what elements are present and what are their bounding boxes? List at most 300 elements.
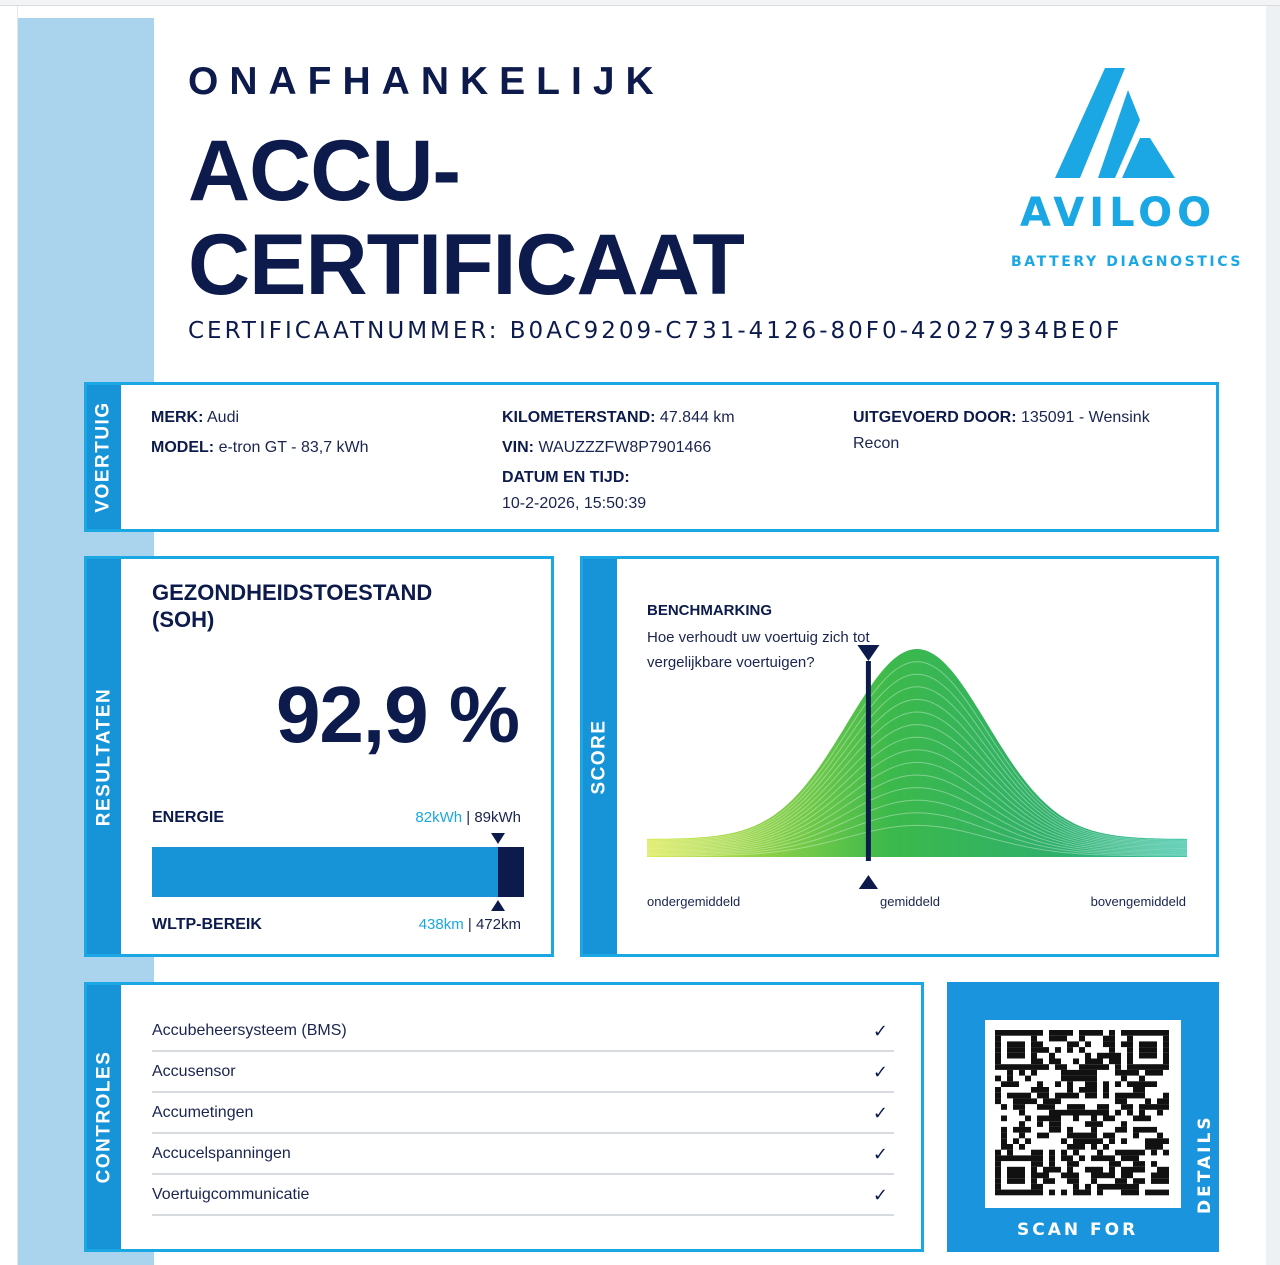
qr-module xyxy=(1043,1178,1049,1184)
qr-module xyxy=(995,1178,1001,1184)
qr-module xyxy=(1085,1093,1091,1099)
qr-module xyxy=(1163,1150,1169,1156)
qr-module xyxy=(1007,1030,1013,1036)
qr-module xyxy=(1121,1178,1127,1184)
qr-module xyxy=(1067,1070,1073,1076)
certificate-number-line xyxy=(188,318,1122,344)
qr-module xyxy=(995,1053,1001,1059)
certificate-number: B0AC9209-C731-4126-80F0-42027934BE0F xyxy=(509,318,1123,344)
qr-module xyxy=(1127,1070,1133,1076)
qr-module xyxy=(1157,1144,1163,1150)
qr-module xyxy=(1103,1087,1109,1093)
qr-module xyxy=(1109,1059,1115,1065)
qr-module xyxy=(1055,1047,1061,1053)
qr-module xyxy=(1121,1121,1127,1127)
qr-module xyxy=(1109,1155,1115,1161)
qr-module xyxy=(1163,1030,1169,1036)
qr-module xyxy=(1139,1053,1145,1059)
qr-module xyxy=(1163,1104,1169,1110)
checks-tab-label: CONTROLES xyxy=(93,1050,114,1184)
qr-module xyxy=(1145,1104,1151,1110)
qr-module xyxy=(1067,1167,1073,1173)
vehicle-tab-label: VOERTUIG xyxy=(93,401,115,513)
vehicle-panel xyxy=(84,382,1219,532)
qr-module xyxy=(1061,1138,1067,1144)
qr-module xyxy=(1145,1070,1151,1076)
qr-module xyxy=(1013,1053,1019,1059)
qr-module xyxy=(1121,1150,1127,1156)
qr-module xyxy=(1025,1093,1031,1099)
qr-module xyxy=(1139,1030,1145,1036)
qr-module xyxy=(1151,1041,1157,1047)
qr-module xyxy=(1163,1047,1169,1053)
qr-module xyxy=(1121,1098,1127,1104)
qr-module xyxy=(1001,1155,1007,1161)
qr-module xyxy=(1001,1144,1007,1150)
qr-module xyxy=(995,1047,1001,1053)
qr-module xyxy=(1025,1116,1031,1122)
qr-module xyxy=(1049,1053,1055,1059)
qr-module xyxy=(1097,1167,1103,1173)
aviloo-logo-icon xyxy=(1010,60,1225,280)
qr-module xyxy=(1025,1064,1031,1070)
qr-module xyxy=(1037,1059,1043,1065)
axis-label-mid: gemiddeld xyxy=(880,894,940,909)
qr-module xyxy=(1019,1121,1025,1127)
qr-module xyxy=(1127,1064,1133,1070)
qr-module xyxy=(1157,1110,1163,1116)
qr-module xyxy=(1127,1047,1133,1053)
qr-module xyxy=(1019,1127,1025,1133)
qr-module xyxy=(1019,1098,1025,1104)
qr-module xyxy=(1013,1173,1019,1179)
qr-module xyxy=(1085,1064,1091,1070)
energy-label: ENERGIE xyxy=(152,809,225,826)
qr-module xyxy=(1085,1133,1091,1139)
qr-module xyxy=(1091,1059,1097,1065)
vehicle-column-1 xyxy=(151,405,369,461)
qr-module xyxy=(1151,1081,1157,1087)
qr-module xyxy=(1139,1110,1145,1116)
qr-module xyxy=(1007,1070,1013,1076)
soh-title xyxy=(152,579,432,633)
qr-module xyxy=(1001,1064,1007,1070)
qr-module xyxy=(1067,1030,1073,1036)
qr-module xyxy=(1007,1064,1013,1070)
qr-module xyxy=(1079,1036,1085,1042)
qr-module xyxy=(1073,1093,1079,1099)
qr-module xyxy=(1007,1053,1013,1059)
qr-module xyxy=(1079,1144,1085,1150)
qr-module xyxy=(1097,1053,1103,1059)
qr-module xyxy=(1031,1155,1037,1161)
check-icon: ✓ xyxy=(872,1143,888,1165)
qr-module xyxy=(1121,1190,1127,1196)
vehicle-tab xyxy=(87,385,121,529)
qr-module xyxy=(1109,1167,1115,1173)
qr-module xyxy=(1013,1155,1019,1161)
qr-module xyxy=(1055,1059,1061,1065)
axis-label-low: ondergemiddeld xyxy=(647,894,741,909)
qr-module xyxy=(1115,1127,1121,1133)
qr-module xyxy=(1013,1138,1019,1144)
qr-module xyxy=(1163,1053,1169,1059)
title-line-1: ACCU- xyxy=(188,123,461,219)
qr-module xyxy=(1049,1104,1055,1110)
qr-module xyxy=(1133,1087,1139,1093)
qr-module xyxy=(1079,1133,1085,1139)
qr-module xyxy=(1115,1098,1121,1104)
qr-module xyxy=(1157,1030,1163,1036)
qr-module xyxy=(1013,1041,1019,1047)
qr-module xyxy=(1145,1053,1151,1059)
qr-module xyxy=(1013,1047,1019,1053)
checks-panel xyxy=(84,982,924,1252)
qr-module xyxy=(1037,1161,1043,1167)
qr-module xyxy=(1043,1047,1049,1053)
qr-module xyxy=(1037,1047,1043,1053)
qr-module xyxy=(1085,1076,1091,1082)
qr-module xyxy=(1079,1076,1085,1082)
qr-module xyxy=(1139,1081,1145,1087)
qr-module xyxy=(1103,1173,1109,1179)
qr-module xyxy=(1103,1064,1109,1070)
qr-module xyxy=(1109,1047,1115,1053)
qr-module xyxy=(1061,1173,1067,1179)
qr-module xyxy=(1013,1190,1019,1196)
qr-module xyxy=(1133,1167,1139,1173)
qr-module xyxy=(1145,1127,1151,1133)
qr-module xyxy=(1103,1053,1109,1059)
qr-module xyxy=(1067,1093,1073,1099)
qr-module xyxy=(1163,1138,1169,1144)
qr-module xyxy=(1091,1121,1097,1127)
qr-module xyxy=(1037,1093,1043,1099)
qr-module xyxy=(1007,1093,1013,1099)
qr-module xyxy=(1103,1133,1109,1139)
qr-module xyxy=(1109,1116,1115,1122)
qr-module xyxy=(995,1041,1001,1047)
qr-module xyxy=(1085,1110,1091,1116)
left-edge xyxy=(0,6,18,1265)
qr-module xyxy=(1145,1064,1151,1070)
qr-module xyxy=(1127,1184,1133,1190)
qr-module xyxy=(1007,1178,1013,1184)
header-kicker: ONAFHANKELIJK xyxy=(188,60,665,103)
qr-module xyxy=(1151,1064,1157,1070)
qr-code-icon[interactable] xyxy=(985,1020,1181,1208)
qr-module xyxy=(1097,1138,1103,1144)
qr-module xyxy=(1151,1190,1157,1196)
qr-module xyxy=(1085,1138,1091,1144)
vehicle-column-2 xyxy=(502,405,735,517)
qr-module xyxy=(1067,1155,1073,1161)
qr-module xyxy=(1031,1053,1037,1059)
qr-module xyxy=(1043,1093,1049,1099)
qr-module xyxy=(1115,1059,1121,1065)
qr-module xyxy=(1073,1161,1079,1167)
qr-module xyxy=(1073,1173,1079,1179)
qr-module xyxy=(1037,1116,1043,1122)
soh-title-line-1: GEZONDHEIDSTOESTAND xyxy=(152,580,433,605)
checks-tab xyxy=(87,985,121,1249)
qr-module xyxy=(1067,1144,1073,1150)
qr-module xyxy=(1121,1167,1127,1173)
qr-module xyxy=(1163,1041,1169,1047)
qr-module xyxy=(1013,1127,1019,1133)
qr-module xyxy=(1067,1161,1073,1167)
qr-module xyxy=(1151,1030,1157,1036)
qr-module xyxy=(1007,1155,1013,1161)
qr-module xyxy=(1079,1155,1085,1161)
qr-module xyxy=(1007,1076,1013,1082)
qr-module xyxy=(995,1036,1001,1042)
qr-module xyxy=(1133,1093,1139,1099)
qr-module xyxy=(1163,1173,1169,1179)
qr-module xyxy=(1109,1138,1115,1144)
qr-module xyxy=(1115,1184,1121,1190)
qr-module xyxy=(1019,1190,1025,1196)
check-item xyxy=(152,1094,894,1134)
qr-module xyxy=(1157,1064,1163,1070)
soh-title-line-2: (SOH) xyxy=(152,607,215,632)
qr-module xyxy=(1103,1081,1109,1087)
qr-module xyxy=(1031,1098,1037,1104)
wltp-separator: | xyxy=(463,916,476,933)
qr-module xyxy=(1121,1104,1127,1110)
mileage-value: 47.844 km xyxy=(659,409,735,426)
qr-module xyxy=(1025,1190,1031,1196)
performed-by-value: 135091 - Wensink Recon xyxy=(853,409,1150,452)
qr-module xyxy=(1139,1076,1145,1082)
qr-module xyxy=(1097,1064,1103,1070)
qr-module xyxy=(1133,1155,1139,1161)
qr-module xyxy=(995,1167,1001,1173)
qr-module xyxy=(1067,1133,1073,1139)
qr-module xyxy=(1079,1087,1085,1093)
qr-module xyxy=(1085,1184,1091,1190)
qr-module xyxy=(1037,1173,1043,1179)
qr-module xyxy=(1031,1059,1037,1065)
performed-by-label: UITGEVOERD DOOR: xyxy=(853,409,1017,426)
qr-module xyxy=(1097,1030,1103,1036)
qr-module xyxy=(1127,1104,1133,1110)
qr-module xyxy=(1073,1184,1079,1190)
qr-module xyxy=(1157,1173,1163,1179)
qr-module xyxy=(1103,1036,1109,1042)
wltp-values xyxy=(419,916,521,933)
qr-module xyxy=(1133,1184,1139,1190)
qr-module xyxy=(1157,1098,1163,1104)
qr-module xyxy=(1043,1173,1049,1179)
qr-module xyxy=(1151,1070,1157,1076)
qr-module xyxy=(995,1087,1001,1093)
qr-module xyxy=(995,1093,1001,1099)
qr-module xyxy=(1019,1030,1025,1036)
qr-module xyxy=(1109,1053,1115,1059)
qr-module xyxy=(1127,1190,1133,1196)
top-strip xyxy=(0,0,1280,6)
qr-module xyxy=(1085,1167,1091,1173)
check-item-label: Accucelspanningen xyxy=(152,1145,291,1162)
score-panel xyxy=(580,556,1219,957)
qr-module xyxy=(995,1076,1001,1082)
benchmark-marker-bottom-icon xyxy=(857,875,879,889)
qr-module xyxy=(1049,1161,1055,1167)
qr-module xyxy=(1139,1116,1145,1122)
qr-module xyxy=(1121,1138,1127,1144)
qr-module xyxy=(1097,1190,1103,1196)
qr-module xyxy=(1133,1070,1139,1076)
qr-module xyxy=(1109,1161,1115,1167)
qr-module xyxy=(1085,1041,1091,1047)
qr-module xyxy=(1091,1133,1097,1139)
qr-module xyxy=(1007,1190,1013,1196)
qr-module xyxy=(1007,1081,1013,1087)
qr-module xyxy=(1019,1047,1025,1053)
qr-module xyxy=(1079,1047,1085,1053)
qr-code-box[interactable] xyxy=(947,982,1219,1252)
check-icon: ✓ xyxy=(872,1184,888,1206)
qr-module xyxy=(1079,1138,1085,1144)
qr-module xyxy=(1037,1104,1043,1110)
soh-bar-track xyxy=(152,847,524,897)
qr-module xyxy=(1037,1081,1043,1087)
qr-module xyxy=(1025,1127,1031,1133)
qr-module xyxy=(1091,1144,1097,1150)
qr-module xyxy=(995,1059,1001,1065)
qr-module xyxy=(1139,1047,1145,1053)
check-item-label: Accubeheersysteem (BMS) xyxy=(152,1022,347,1039)
qr-module xyxy=(1001,1116,1007,1122)
qr-module xyxy=(1157,1190,1163,1196)
qr-module xyxy=(995,1184,1001,1190)
check-item-label: Accumetingen xyxy=(152,1104,254,1121)
qr-module xyxy=(1091,1070,1097,1076)
qr-module xyxy=(1073,1133,1079,1139)
qr-module xyxy=(1049,1155,1055,1161)
qr-module xyxy=(1145,1030,1151,1036)
check-item xyxy=(152,1176,894,1216)
qr-module xyxy=(1067,1178,1073,1184)
qr-module xyxy=(1037,1087,1043,1093)
qr-module xyxy=(1097,1104,1103,1110)
qr-module xyxy=(1079,1030,1085,1036)
qr-module xyxy=(1121,1155,1127,1161)
mileage-label: KILOMETERSTAND: xyxy=(502,409,656,426)
wltp-current: 438km xyxy=(418,916,464,933)
qr-module xyxy=(1151,1144,1157,1150)
check-icon: ✓ xyxy=(872,1102,888,1124)
qr-module xyxy=(1163,1190,1169,1196)
wltp-marker-icon xyxy=(491,900,505,911)
qr-module xyxy=(1109,1184,1115,1190)
qr-module xyxy=(1043,1104,1049,1110)
qr-module xyxy=(1091,1155,1097,1161)
qr-module xyxy=(1121,1076,1127,1082)
qr-module xyxy=(1085,1087,1091,1093)
qr-module xyxy=(1067,1127,1073,1133)
qr-module xyxy=(1013,1030,1019,1036)
qr-module xyxy=(1127,1173,1133,1179)
qr-module xyxy=(1061,1093,1067,1099)
qr-module xyxy=(1133,1127,1139,1133)
check-item xyxy=(152,1012,894,1052)
qr-module xyxy=(1061,1070,1067,1076)
qr-module xyxy=(1091,1138,1097,1144)
qr-module xyxy=(1121,1127,1127,1133)
qr-module xyxy=(1073,1150,1079,1156)
qr-module xyxy=(1091,1110,1097,1116)
qr-module xyxy=(1001,1030,1007,1036)
qr-module xyxy=(1067,1104,1073,1110)
qr-module xyxy=(1091,1081,1097,1087)
qr-module xyxy=(1073,1116,1079,1122)
qr-module xyxy=(1007,1047,1013,1053)
qr-module xyxy=(1049,1127,1055,1133)
qr-module xyxy=(1127,1110,1133,1116)
qr-module xyxy=(1079,1070,1085,1076)
benchmark-distribution xyxy=(647,639,1187,889)
qr-module xyxy=(1145,1144,1151,1150)
check-icon: ✓ xyxy=(872,1020,888,1042)
qr-module xyxy=(1001,1104,1007,1110)
qr-module xyxy=(995,1030,1001,1036)
qr-module xyxy=(1043,1064,1049,1070)
qr-module xyxy=(1085,1053,1091,1059)
qr-module xyxy=(1145,1098,1151,1104)
qr-module xyxy=(1049,1190,1055,1196)
qr-module xyxy=(1115,1110,1121,1116)
qr-module xyxy=(1157,1178,1163,1184)
qr-module xyxy=(1103,1104,1109,1110)
qr-module xyxy=(1019,1070,1025,1076)
qr-module xyxy=(1121,1173,1127,1179)
qr-module xyxy=(1061,1190,1067,1196)
qr-module xyxy=(1091,1127,1097,1133)
qr-module xyxy=(1091,1116,1097,1122)
qr-module xyxy=(1073,1138,1079,1144)
qr-module xyxy=(1115,1081,1121,1087)
qr-module xyxy=(1061,1150,1067,1156)
qr-module xyxy=(1013,1081,1019,1087)
qr-module xyxy=(1127,1041,1133,1047)
axis-label-high: bovengemiddeld xyxy=(1090,894,1186,909)
qr-module xyxy=(1115,1150,1121,1156)
qr-module xyxy=(1019,1133,1025,1139)
qr-module xyxy=(1133,1133,1139,1139)
energy-marker-icon xyxy=(491,833,505,844)
qr-module xyxy=(995,1098,1001,1104)
qr-module xyxy=(1079,1190,1085,1196)
qr-module xyxy=(1091,1173,1097,1179)
qr-module xyxy=(1049,1150,1055,1156)
qr-module xyxy=(1145,1138,1151,1144)
qr-module xyxy=(1055,1110,1061,1116)
vin-value: WAUZZZFW8P7901466 xyxy=(538,439,712,456)
qr-module xyxy=(1055,1064,1061,1070)
qr-module xyxy=(1121,1041,1127,1047)
qr-module xyxy=(1007,1173,1013,1179)
qr-module xyxy=(1013,1093,1019,1099)
qr-module xyxy=(1151,1173,1157,1179)
qr-module xyxy=(1163,1064,1169,1070)
qr-module xyxy=(1049,1116,1055,1122)
qr-module xyxy=(1133,1190,1139,1196)
qr-module xyxy=(1079,1064,1085,1070)
wltp-total: 472km xyxy=(475,916,521,933)
qr-module xyxy=(1151,1150,1157,1156)
